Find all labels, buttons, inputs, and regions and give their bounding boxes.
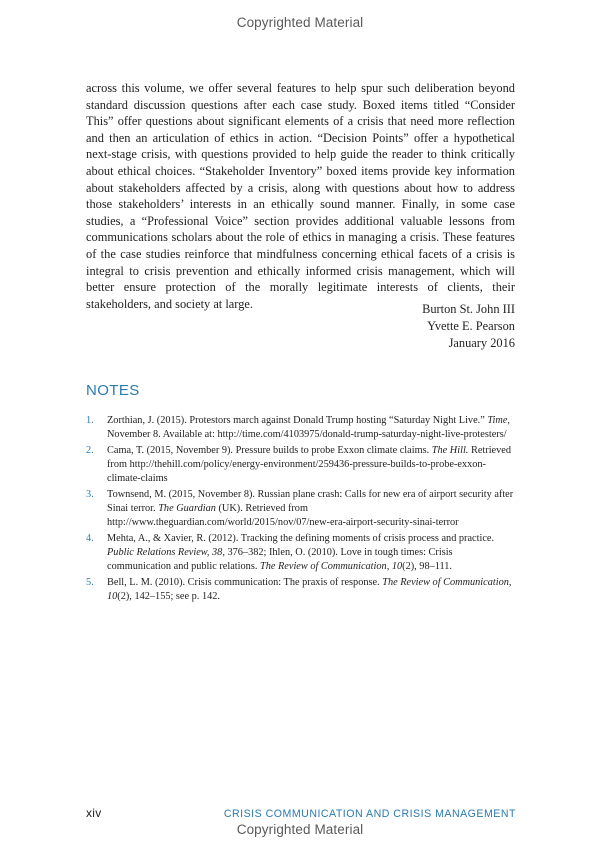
copyright-watermark-top: Copyrighted Material <box>236 15 364 30</box>
signature-author-2: Yvette E. Pearson <box>427 319 515 333</box>
signature-block <box>300 301 515 352</box>
body-paragraph: across this volume, we offer several features to help spur such deliberation beyond standard discussion questions after each case study. Boxed items titled “Consider This” offer questions about significant elements of a crisis that need more reflection and then an articulation of ethics in action. “Decision Points” offer a hypothetical next-stage crisis, with questions provided to help guide the reader to think critically about ethical choices. “Stakeholder Inventory” boxed items provide key information about stakeholders affected by a crisis, along with questions about how to address those stakeholders’ interests in an ethically sound manner. Finally, in some case studies, a “Professional Voice” section provides additional valuable lessons from communications scholars about the role of ethics in managing a crisis. These features of the case studies reinforce that mindfulness concerning ethical facets of a crisis is integral to crisis prevention and ethically informed crisis management, which will better ensure protection of the morally legitimate interests of clients, their stakeholders, and society at large. <box>86 81 515 311</box>
note-text <box>107 414 516 442</box>
note-citation-tail: Retrieved from http://thehill.com/policy/energy-environment/259436-pressure-builds-to-probe-exxon-climate-claims <box>107 445 511 484</box>
note-source-title-2: The Review of Communication, 10 <box>260 560 403 572</box>
page-footer <box>86 806 516 820</box>
note-source-title: Public Relations Review, 38, <box>107 547 225 559</box>
signature-author-1: Burton St. John III <box>422 302 515 316</box>
note-source-title: The Review of Communication, 10 <box>107 577 512 603</box>
note-item-3 <box>86 488 516 530</box>
running-head: CRISIS COMMUNICATION AND CRISIS MANAGEMENT <box>223 808 516 820</box>
note-item-1 <box>86 414 516 442</box>
note-item-5 <box>86 576 516 604</box>
note-text <box>107 444 516 486</box>
note-number: 3. <box>86 489 94 501</box>
note-citation: Cama, T. (2015, November 9). Pressure builds to probe Exxon climate claims. <box>107 445 432 457</box>
note-citation-middle: 376–382; Ihlen, O. (2010). Love in tough times: Crisis communication and public relations. <box>107 547 453 572</box>
note-citation: Mehta, A., & Xavier, R. (2012). Tracking the defining moments of crisis process and practice. <box>107 533 495 545</box>
page-number: xiv <box>86 806 102 820</box>
note-source-title: Time, <box>487 415 510 426</box>
note-item-2 <box>86 444 516 486</box>
note-citation: Townsend, M. (2015, November 8). Russian plane crash: Calls for new era of airport security after Sinai terror. <box>107 489 514 515</box>
note-number: 4. <box>86 533 94 545</box>
note-number: 2. <box>86 445 94 457</box>
note-source-title: The Hill. <box>431 445 469 457</box>
note-citation-tail: (2), 98–111. <box>402 560 452 572</box>
note-number: 1. <box>86 415 94 426</box>
note-item-4 <box>86 532 516 574</box>
note-text <box>107 576 516 604</box>
note-source-title: The Guardian <box>158 503 216 515</box>
note-number: 5. <box>86 577 94 589</box>
note-text <box>107 532 516 574</box>
note-citation: Zorthian, J. (2015). Protestors march against Donald Trump hosting “Saturday Night Live.” <box>107 415 488 426</box>
note-citation: Bell, L. M. (2010). Crisis communication: The praxis of response. <box>107 577 383 589</box>
note-citation-tail: November 8. Available at: http://time.com/4103975/donald-trump-saturday-night-live-protesters/ <box>107 428 507 440</box>
signature-date: January 2016 <box>448 336 515 350</box>
copyright-watermark-bottom: Copyrighted Material <box>236 822 364 837</box>
note-citation-tail: (2), 142–155; see p. 142. <box>117 591 220 603</box>
note-text <box>107 488 516 530</box>
notes-heading: NOTES <box>86 382 140 399</box>
note-citation-tail: (UK). Retrieved from http://www.theguardian.com/world/2015/nov/07/new-era-airport-security-sinai-terror <box>107 503 459 528</box>
notes-list <box>86 414 516 606</box>
